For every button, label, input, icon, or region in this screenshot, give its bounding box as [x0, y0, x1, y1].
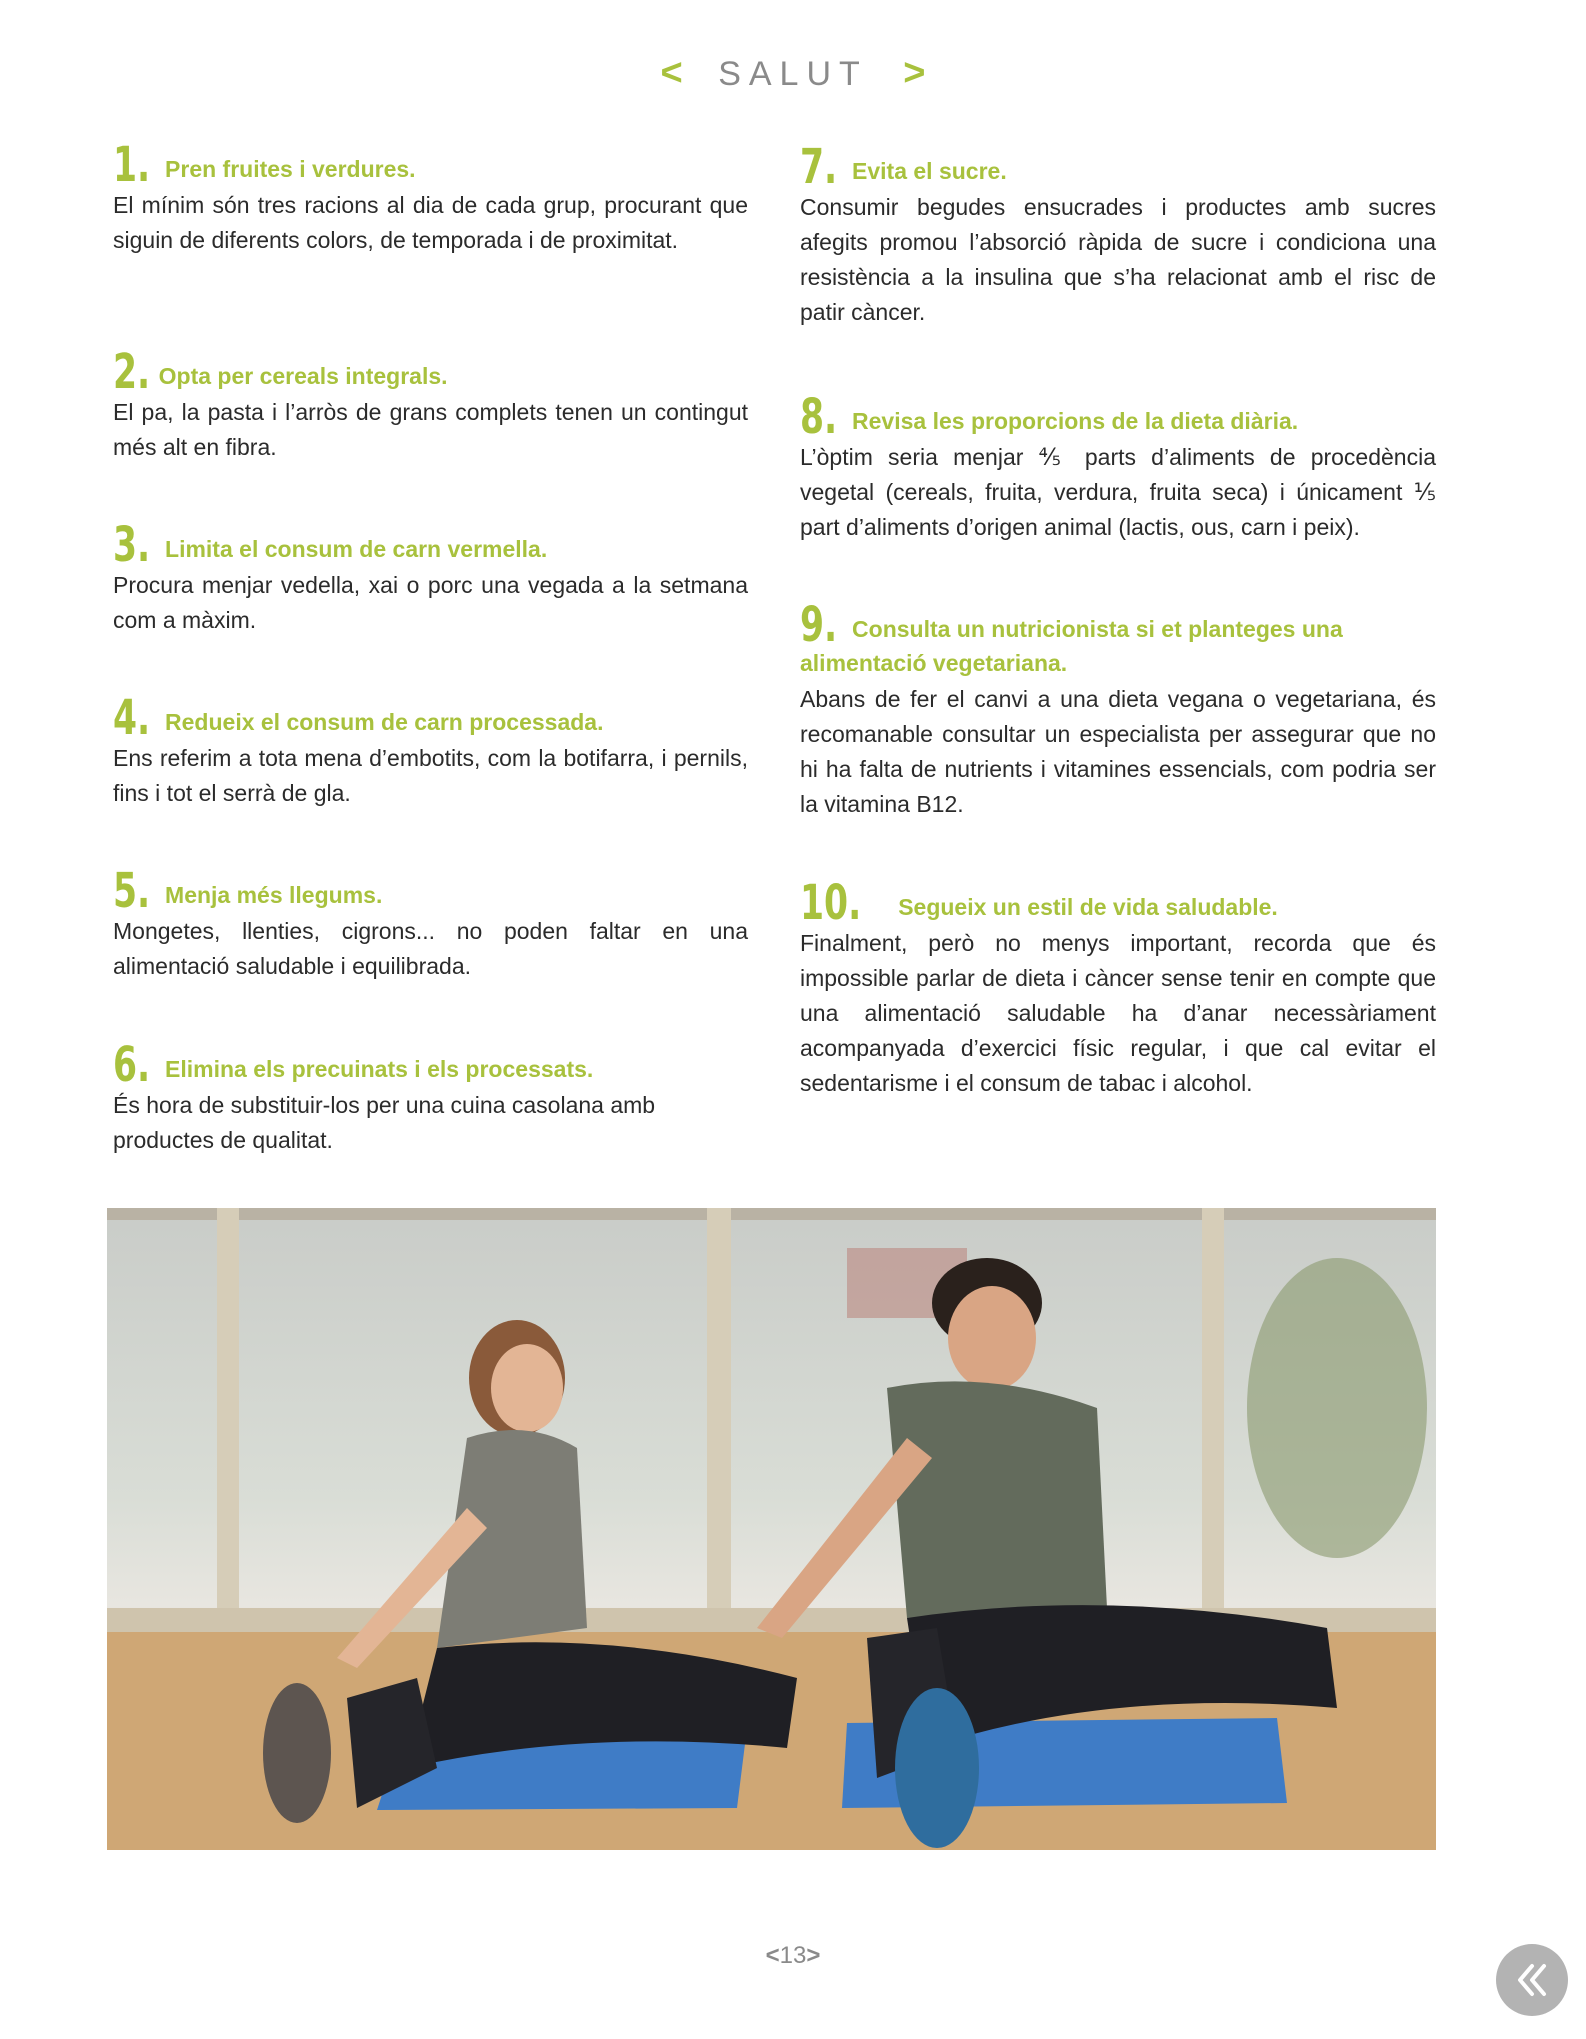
tip-item [113, 863, 748, 984]
tip-heading [800, 389, 1436, 445]
header-left-chevron: < [660, 52, 683, 94]
tip-number: 6. [113, 1037, 151, 1093]
tip-item [800, 389, 1436, 545]
window-mullion [1202, 1208, 1224, 1628]
tip-number: 10. [800, 875, 862, 931]
tip-title: Limita el consum de carn vermella. [165, 536, 548, 562]
tip-number: 9. [800, 597, 838, 653]
tip-heading [113, 517, 748, 573]
woman-head [491, 1344, 563, 1432]
tip-heading [800, 875, 1436, 931]
page-number-value: 13 [779, 1942, 807, 1969]
tip-body: Mongetes, llenties, cigrons... no poden faltar en una alimentació saludable i equilibrada. [113, 918, 748, 979]
tip-title: Opta per cereals integrals. [158, 363, 448, 389]
tip-item [800, 875, 1436, 1101]
man-shirt [887, 1381, 1107, 1618]
tip-title: Redueix el consum de carn processada. [165, 709, 604, 735]
page-left-chevron: < [765, 1942, 780, 1969]
tip-heading [113, 137, 748, 193]
back-button[interactable] [1496, 1944, 1568, 2016]
tip-item [113, 517, 748, 638]
tip-item [800, 139, 1436, 330]
tip-number: 1. [113, 137, 151, 193]
tip-number: 2. [113, 344, 151, 400]
tip-heading [113, 344, 748, 400]
tip-body: Procura menjar vedella, xai o porc una vegada a la setmana com a màxim. [113, 572, 748, 633]
exercise-photo [107, 1208, 1436, 1850]
tip-title: Consulta un nutricionista si et planteges una alimentació vegetariana. [800, 616, 1343, 676]
header-right-chevron: > [903, 52, 926, 94]
tree [1247, 1258, 1427, 1558]
man-head [948, 1286, 1036, 1390]
tip-heading [800, 597, 1436, 680]
tip-body: Consumir begudes ensucrades i productes amb sucres afegits promou l’absorció ràpida de sucre i condiciona una resistència a la insulina que s’ha relacionat amb el risc de patir càncer. [800, 194, 1436, 325]
tip-item [113, 137, 748, 258]
tip-item [800, 597, 1436, 822]
tip-number: 7. [800, 139, 838, 195]
tip-body: El pa, la pasta i l’arròs de grans complets tenen un contingut més alt en fibra. [113, 399, 748, 460]
tip-title: Pren fruites i verdures. [165, 156, 416, 182]
man-shoe [895, 1688, 979, 1848]
tip-title: Elimina els precuinats i els processats. [165, 1056, 594, 1082]
tip-body: És hora de substituir-los per una cuina casolana amb productes de qualitat. [113, 1092, 656, 1153]
tip-item [113, 344, 748, 465]
page-number [0, 1942, 1586, 1970]
page-right-chevron: > [806, 1942, 821, 1969]
tip-number: 5. [113, 863, 151, 919]
window-top-frame [107, 1208, 1436, 1220]
exercise-illustration [107, 1208, 1436, 1850]
tip-body: Finalment, però no menys important, recorda que és impossible parlar de dieta i càncer sense tenir en compte que una alimentació saludable ha d’anar necessàriament acompanyada d’exercici físic regular, i que cal evitar el sedentarisme i el consum de tabac i alcohol. [800, 930, 1436, 1096]
tip-heading [800, 139, 1436, 195]
section-header [0, 52, 1586, 95]
tip-body: L’òptim seria menjar ⅘ parts d’aliments de procedència vegetal (cereals, fruita, verdura, fruita seca) i únicament ⅕ part d’aliments d’origen animal (lactis, ous, carn i peix). [800, 444, 1436, 540]
tip-item [113, 1037, 748, 1158]
tip-body: El mínim són tres racions al dia de cada grup, procurant que siguin de diferents colors, de temporada i de proximitat. [113, 192, 748, 253]
tip-number: 8. [800, 389, 838, 445]
tip-number: 4. [113, 690, 151, 746]
tip-item [113, 690, 748, 811]
woman-shoe [263, 1683, 331, 1823]
tip-body: Abans de fer el canvi a una dieta vegana o vegetariana, és recomanable consultar un especialista per assegurar que no hi ha falta de nutrients i vitamines essencials, com podria ser la vitamina B12. [800, 686, 1436, 817]
tip-title: Evita el sucre. [852, 158, 1007, 184]
tip-number: 3. [113, 517, 151, 573]
tip-body: Ens referim a tota mena d’embotits, com la botifarra, i pernils, fins i tot el serrà de gla. [113, 745, 748, 806]
tip-title: Segueix un estil de vida saludable. [898, 894, 1278, 920]
tip-title: Menja més llegums. [165, 882, 383, 908]
section-title: SALUT [718, 55, 868, 93]
double-chevron-left-icon [1512, 1960, 1552, 2000]
window-mullion [217, 1208, 239, 1628]
tip-heading [113, 1037, 748, 1093]
tip-heading [113, 863, 748, 919]
tip-heading [113, 690, 748, 746]
tip-title: Revisa les proporcions de la dieta diària. [852, 408, 1299, 434]
window-mullion [707, 1208, 731, 1628]
